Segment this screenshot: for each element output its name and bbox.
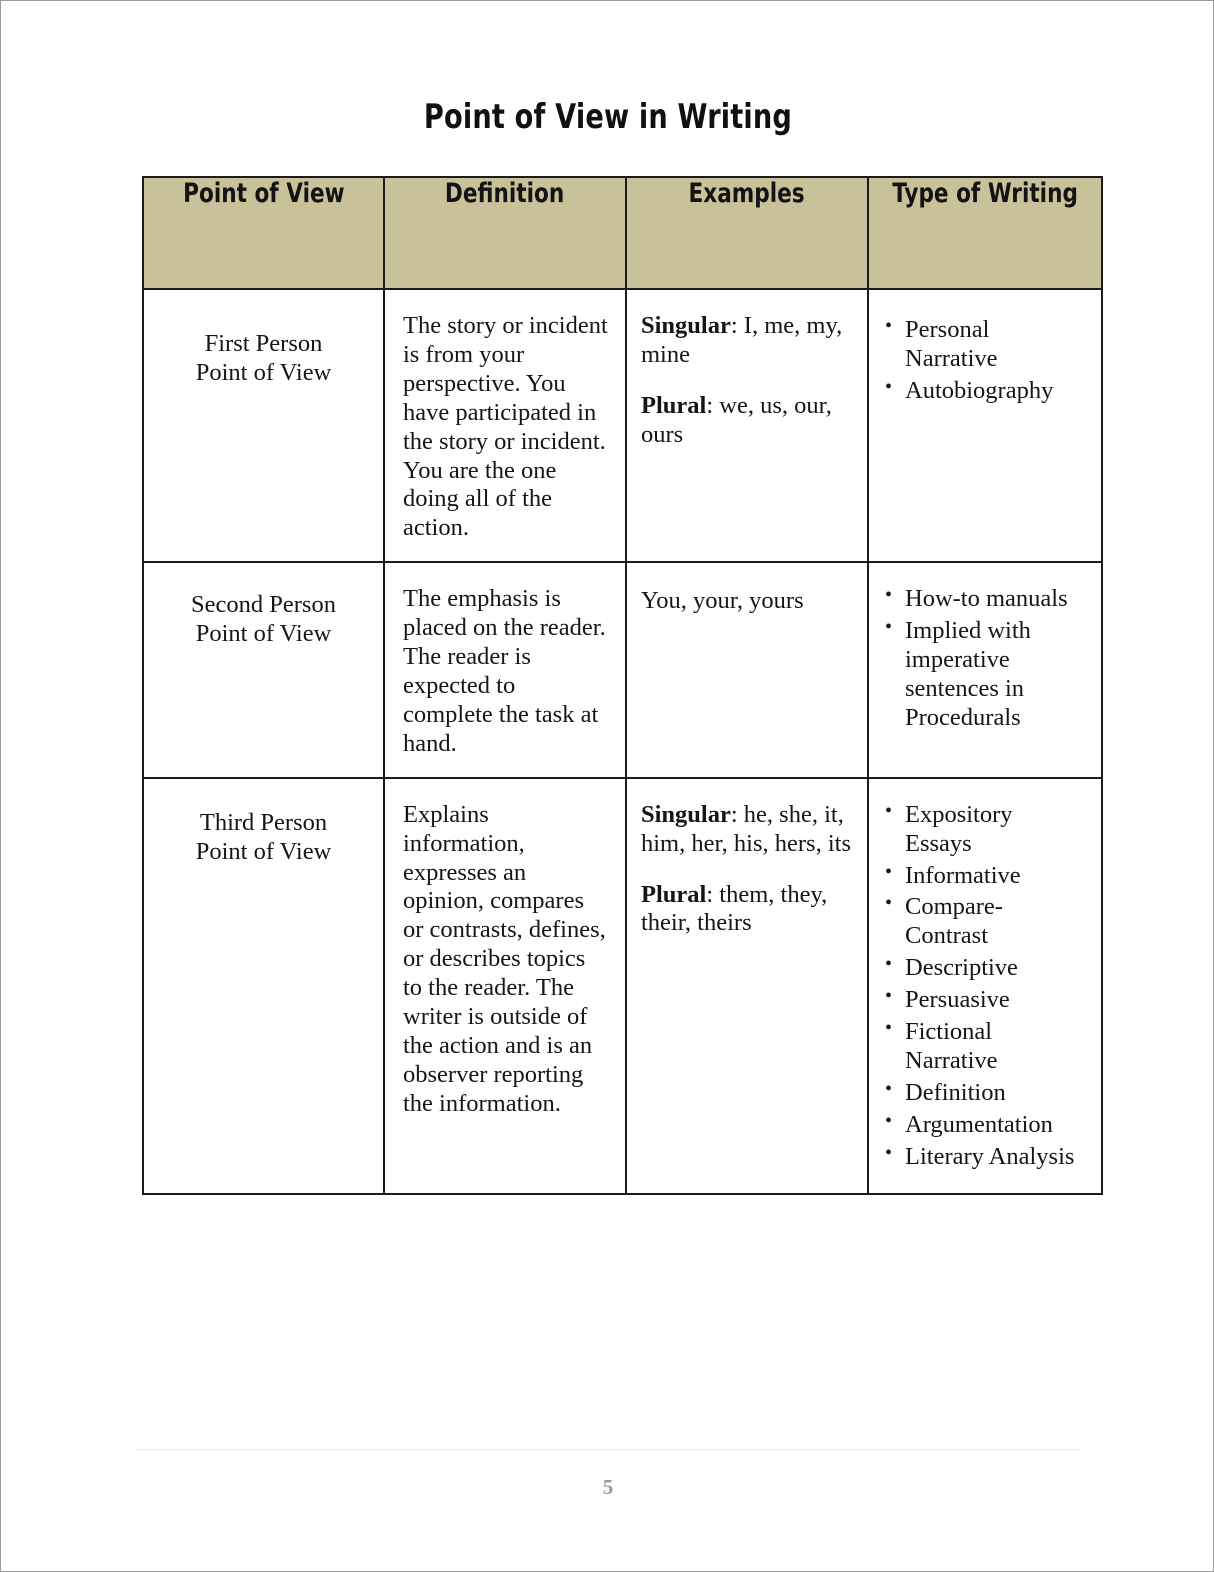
cell-point-of-view bbox=[143, 289, 384, 562]
list-item: • Definition bbox=[905, 1079, 1085, 1108]
table-row bbox=[143, 778, 1102, 1194]
singular-label: Singular bbox=[641, 800, 731, 828]
column-header-examples bbox=[626, 177, 868, 289]
spacer bbox=[641, 370, 851, 392]
cell-definition bbox=[384, 289, 626, 562]
cell-definition bbox=[384, 562, 626, 777]
examples-singular-line bbox=[641, 801, 851, 859]
cell-point-of-view bbox=[143, 778, 384, 1194]
definition-text: The story or incident is from your perspective. You have participated in the story or incident. You are the one doing all of the action. bbox=[403, 312, 608, 542]
list-item: • Fictional Narrative bbox=[905, 1018, 1085, 1076]
plural-value: : we, us, our, ours bbox=[641, 391, 832, 448]
spacer bbox=[641, 859, 851, 881]
footer-divider bbox=[137, 1449, 1079, 1450]
list-item: • Persuasive bbox=[905, 986, 1085, 1015]
plural-value: : them, they, their, theirs bbox=[641, 880, 828, 937]
plural-label: Plural bbox=[641, 391, 707, 419]
list-item: • Argumentation bbox=[905, 1111, 1085, 1140]
cell-type-of-writing bbox=[868, 562, 1102, 777]
types-list bbox=[879, 585, 1085, 733]
point-of-view-line-2: Point of View bbox=[195, 358, 332, 386]
cell-examples bbox=[626, 289, 868, 562]
page-number: 5 bbox=[602, 1475, 614, 1499]
types-list-wrapper bbox=[869, 779, 1101, 1193]
list-item: • Literary Analysis bbox=[905, 1143, 1085, 1172]
list-item: • Personal Narrative bbox=[905, 316, 1085, 374]
point-of-view-line-1: First Person bbox=[204, 330, 323, 357]
examples-text bbox=[627, 290, 867, 468]
definition-text: Explains information, expresses an opinion, compares or contrasts, defines, or describes topics to the reader. The writer is outside of the action and is an observer reporting the information. bbox=[403, 800, 606, 1117]
table-row bbox=[143, 562, 1102, 777]
point-of-view-line-1: Second Person bbox=[191, 591, 336, 619]
plural-label: Plural bbox=[641, 880, 707, 908]
list-item: • Compare-Contrast bbox=[905, 893, 1085, 951]
singular-label: Singular bbox=[641, 312, 731, 339]
list-item: • Autobiography bbox=[905, 377, 1085, 406]
point-of-view-line-2: Point of View bbox=[195, 620, 332, 648]
cell-point-of-view bbox=[143, 562, 384, 777]
list-item: • Implied with imperative sentences in Procedurals bbox=[905, 617, 1085, 733]
singular-value: : he, she, it, him, her, his, hers, its bbox=[641, 800, 851, 857]
page-title: Point of View in Writing bbox=[423, 97, 793, 137]
examples-plural-line bbox=[641, 881, 851, 939]
column-header-point-of-view bbox=[143, 177, 384, 289]
definition-text: The emphasis is placed on the reader. The reader is expected to complete the task at hand. bbox=[403, 585, 606, 757]
table-row bbox=[143, 289, 1102, 562]
list-item: • How-to manuals bbox=[905, 585, 1085, 614]
column-header-label: Examples bbox=[688, 178, 806, 209]
column-header-type-of-writing bbox=[868, 177, 1102, 289]
examples-singular-line bbox=[641, 312, 851, 370]
point-of-view-line-1: Third Person bbox=[199, 808, 328, 836]
cell-examples bbox=[626, 562, 868, 777]
cell-examples bbox=[626, 778, 868, 1194]
list-item: • Informative bbox=[905, 862, 1085, 891]
column-header-label: Type of Writing bbox=[892, 178, 1078, 209]
examples-text: You, your, yours bbox=[641, 587, 804, 615]
types-list-wrapper bbox=[869, 290, 1101, 427]
point-of-view-table bbox=[142, 176, 1103, 1195]
list-item: • Descriptive bbox=[905, 954, 1085, 983]
examples-plural-line bbox=[641, 392, 851, 450]
cell-definition bbox=[384, 778, 626, 1194]
types-list bbox=[879, 801, 1085, 1172]
column-header-definition bbox=[384, 177, 626, 289]
cell-type-of-writing bbox=[868, 289, 1102, 562]
types-list bbox=[879, 316, 1085, 406]
table-header-row bbox=[143, 177, 1102, 289]
list-item: • Expository Essays bbox=[905, 801, 1085, 859]
singular-value: : I, me, my, mine bbox=[641, 312, 843, 368]
examples-text bbox=[627, 779, 867, 957]
types-list-wrapper bbox=[869, 563, 1101, 754]
column-header-label: Definition bbox=[445, 178, 565, 209]
column-header-label: Point of View bbox=[182, 178, 345, 209]
cell-type-of-writing bbox=[868, 778, 1102, 1194]
point-of-view-line-2: Point of View bbox=[195, 837, 332, 865]
